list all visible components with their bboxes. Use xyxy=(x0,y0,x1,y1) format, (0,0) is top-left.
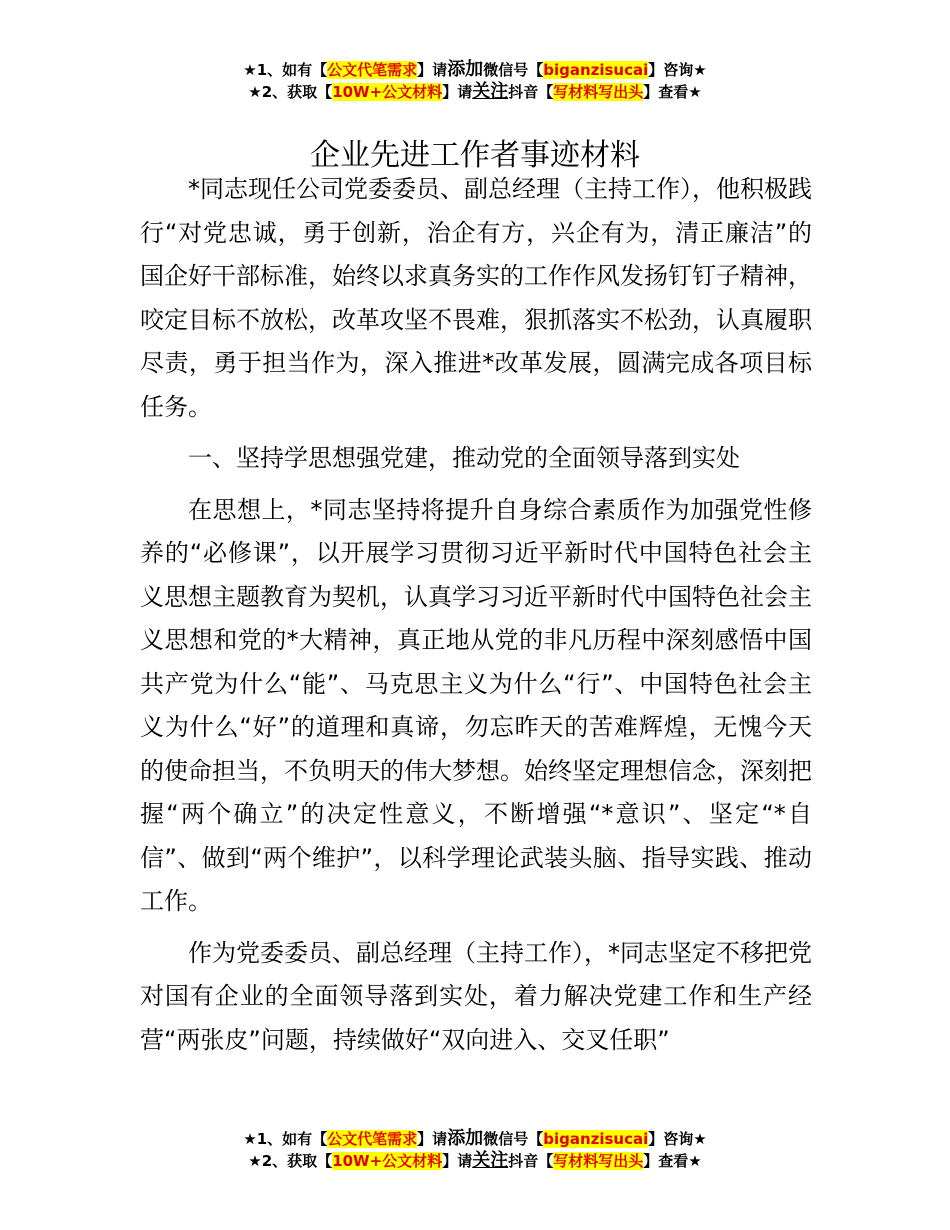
promo-banner-bottom xyxy=(0,1128,950,1172)
promo-line-1: ★1、如有【公文代笔需求】请添加微信号【biganzisucai】咨询★ xyxy=(243,1128,707,1149)
promo-banner-top xyxy=(0,59,950,103)
highlight-materials: 10W+公文材料 xyxy=(332,1152,443,1170)
highlight-wechat-id: biganzisucai xyxy=(543,1130,649,1148)
highlight-douyin-id: 写材料写出头 xyxy=(553,83,644,101)
paragraph-leadership: 作为党委委员、副总经理（主持工作），*同志坚定不移把党对国有企业的全面领导落到实处，着力解决党建工作和生产经营“两张皮”问题，持续做好“双向进入、交叉任职” xyxy=(140,938,812,1054)
highlight-materials: 10W+公文材料 xyxy=(332,83,443,101)
promo-line-2: ★2、获取【10W+公文材料】请关注抖音【写材料写出头】查看★ xyxy=(248,81,702,102)
promo-line-1: ★1、如有【公文代笔需求】请添加微信号【biganzisucai】咨询★ xyxy=(243,59,707,80)
paragraph-intro: *同志现任公司党委委员、副总经理（主持工作），他积极践行“对党忠诚，勇于创新，治企有方，兴企有为，清正廉洁”的国企好干部标准，始终以求真务实的工作作风发扬钉钉子精神，咬定目标不放松，改革攻坚不畏难，狠抓落实不松劲，认真履职尽责，勇于担当作为，深入推进*改革发展，圆满完成各项目标任务。 xyxy=(140,175,812,421)
document-title: 企业先进工作者事迹材料 xyxy=(310,138,640,174)
highlight-ghostwriting: 公文代笔需求 xyxy=(327,1130,418,1148)
promo-line-2: ★2、获取【10W+公文材料】请关注抖音【写材料写出头】查看★ xyxy=(248,1150,702,1171)
highlight-douyin-id: 写材料写出头 xyxy=(553,1152,644,1170)
highlight-ghostwriting: 公文代笔需求 xyxy=(327,61,418,79)
paragraph-thought: 在思想上，*同志坚持将提升自身综合素质作为加强党性修养的“必修课”，以开展学习贯彻习近平新时代中国特色社会主义思想主题教育为契机，认真学习习近平新时代中国特色社会主义思想和党的*大精神，真正地从党的非凡历程中深刻感悟中国共产党为什么“能”、马克思主义为什么“行”、中国特色社会主义为什么“好”的道理和真谛，勿忘昨天的苦难辉煌，无愧今天的使命担当，不负明天的伟大梦想。始终坚定理想信念，深刻把握“两个确立”的决定性意义，不断增强“*意识”、坚定“*自信”、做到“两个维护”，以科学理论武装头脑、指导实践、推动工作。 xyxy=(140,495,812,915)
highlight-wechat-id: biganzisucai xyxy=(543,61,649,79)
section-heading-1: 一、坚持学思想强党建，推动党的全面领导落到实处 xyxy=(188,444,740,472)
document-body xyxy=(140,168,812,1070)
